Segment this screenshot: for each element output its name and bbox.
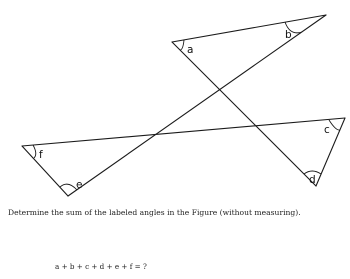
- arc-f: [33, 145, 36, 158]
- line-upper-left: [172, 15, 326, 42]
- angle-label-c: c: [324, 124, 330, 136]
- arc-e: [60, 184, 77, 190]
- angle-label-d: d: [309, 174, 316, 186]
- line-cross-diagonal: [68, 15, 326, 196]
- arc-c: [329, 120, 340, 130]
- line-lower-top: [22, 118, 345, 146]
- question-text: Determine the sum of the labeled angles in the Figure (without measuring).: [8, 208, 301, 217]
- angle-label-f: f: [39, 149, 43, 161]
- line-lower-right: [316, 118, 345, 186]
- angle-label-a: a: [187, 44, 194, 56]
- line-lower-left: [22, 146, 68, 196]
- angle-label-e: e: [76, 179, 83, 191]
- angle-label-b: b: [285, 29, 292, 41]
- sum-expression: a + b + c + d + e + f = ?: [55, 262, 147, 271]
- arc-a: [180, 40, 184, 50]
- line-upper-right: [172, 42, 316, 186]
